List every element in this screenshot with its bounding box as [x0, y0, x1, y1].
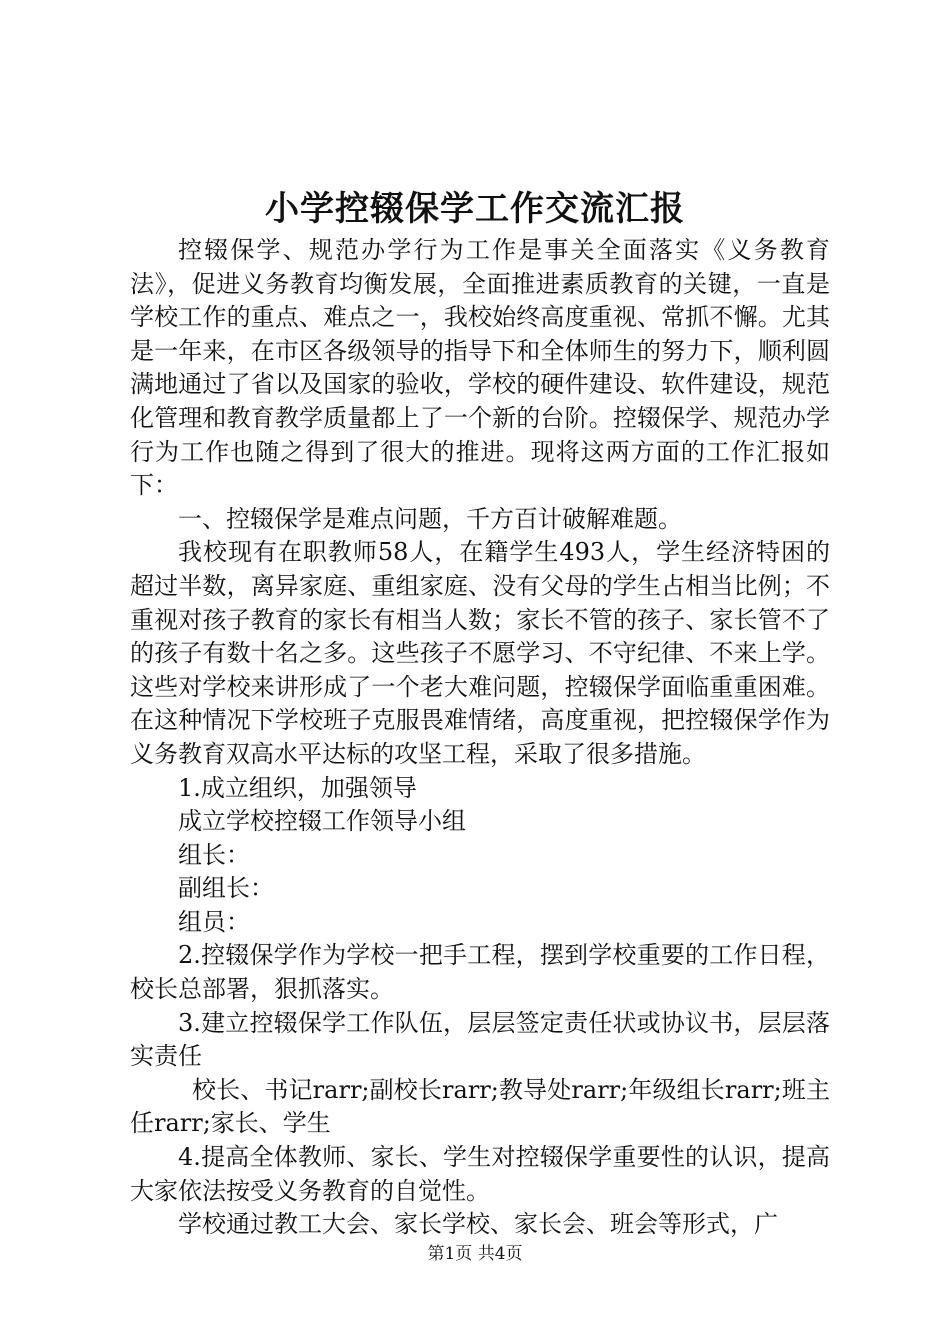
- page-footer: 第1页 共4页: [427, 1244, 523, 1264]
- section-heading-1: 一、控辍保学是难点问题，千方百计破解难题。: [178, 504, 682, 533]
- item-3: 3.建立控辍保学工作队伍，层层签定责任状或协议书，层层落实责任: [130, 1008, 830, 1071]
- field-members: 组员：: [178, 907, 250, 936]
- document-body: [130, 234, 830, 1242]
- item-4: 4.提高全体教师、家长、学生对控辍保学重要性的认识，提高大家依法按受义务教育的自觉性。: [130, 1143, 830, 1205]
- responsibility-chain: 校长、书记rarr;副校长rarr;教导处rarr;年级组长rarr;班主任rarr;家长、学生: [130, 1075, 830, 1138]
- item-2: 2.控辍保学作为学校一把手工程，摆到学校重要的工作日程，校长总部署，狠抓落实。: [130, 941, 830, 1004]
- item-heading-1: 1.成立组织，加强领导: [178, 773, 417, 802]
- field-leader: 组长：: [178, 840, 250, 869]
- field-deputy-leader: 副组长：: [178, 874, 274, 903]
- paragraph-group-setup: 成立学校控辍工作领导小组: [178, 807, 466, 836]
- paragraph-outreach: 学校通过教工大会、家长学校、家长会、班会等形式，广: [178, 1210, 778, 1239]
- paragraph-intro: 控辍保学、规范办学行为工作是事关全面落实《义务教育法》，促进义务教育均衡发展，全面推进素质教育的关键，一直是学校工作的重点、难点之一，我校始终高度重视、常抓不懈。尤其是一年来，在市区各级领导的指导下和全体师生的努力下，顺利圆满地通过了省以及国家的验收，学校的硬件建设、软件建设，规范化管理和教育教学质量都上了一个新的台阶。控辍保学、规范办学行为工作也随之得到了很大的推进。现将这两方面的工作汇报如下：: [130, 236, 830, 500]
- document-title: 小学控辍保学工作交流汇报: [265, 189, 685, 229]
- paragraph-school-status: 我校现有在职教师58人，在籍学生493人，学生经济特困的超过半数，离异家庭、重组家庭、没有父母的学生占相当比例；不重视对孩子教育的家长有相当人数；家长不管的孩子、家长管不了的孩子有数十名之多。这些孩子不愿学习、不守纪律、不来上学。这些对学校来讲形成了一个老大难问题，控辍保学面临重重困难。在这种情况下学校班子克服畏难情绪，高度重视，把控辍保学作为义务教育双高水平达标的攻坚工程，采取了很多措施。: [130, 538, 830, 768]
